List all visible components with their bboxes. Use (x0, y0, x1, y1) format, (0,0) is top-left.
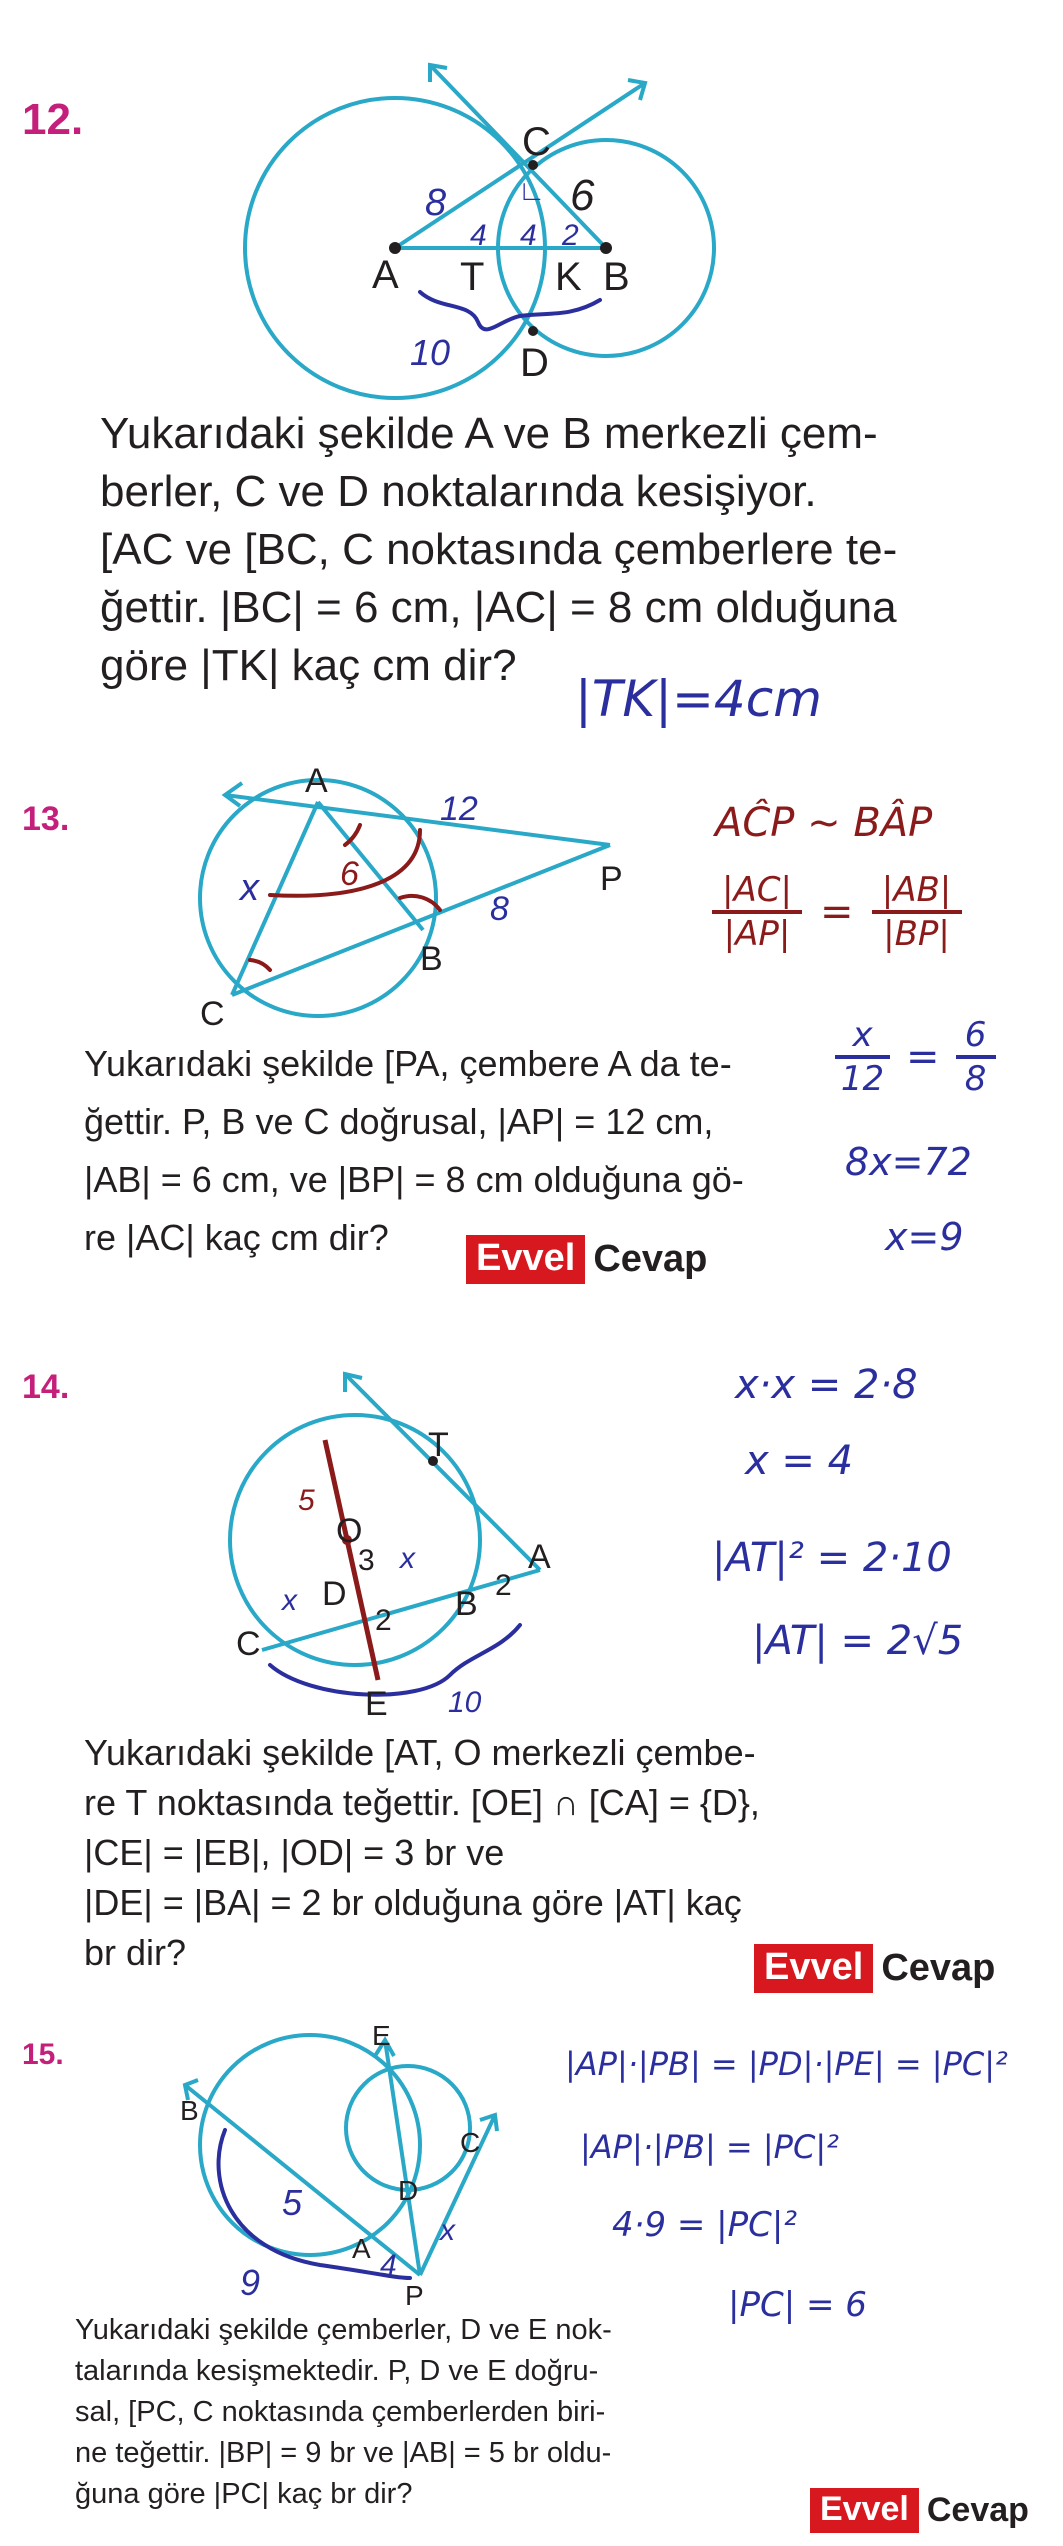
frac-right-den: 8 (964, 1059, 987, 1099)
frac-right-num: 6 (964, 1015, 987, 1055)
label-e: E (365, 1685, 388, 1723)
brand-cevap: Cevap (881, 1947, 996, 1989)
ratio-left-num: |AC| (722, 870, 792, 910)
mark-od: 3 (358, 1544, 375, 1577)
brand-evvel: Evvel (466, 1235, 585, 1284)
mark-ac: x (240, 867, 259, 909)
q15-text (75, 2310, 612, 2515)
mark-ab: 5 (282, 2182, 303, 2223)
brand-evvel: Evvel (810, 2488, 919, 2533)
ratio-right-den: |BP| (883, 914, 950, 954)
label-b: B (420, 940, 443, 978)
line-pc (420, 2115, 495, 2275)
label-t: T (428, 1426, 449, 1464)
label-c: C (200, 995, 225, 1033)
q14-step3: |AT|² = 2·10 (712, 1535, 952, 1581)
q15-step1: |AP|·|PB| = |PD|·|PE| = |PC|² (565, 2045, 1008, 2083)
mark-ad: 10 (410, 332, 451, 373)
q15-line-2: talarında kesişmektedir. P, D ve E doğru- (75, 2355, 599, 2387)
brand-cevap: Cevap (926, 2491, 1029, 2529)
label-p: P (600, 860, 623, 898)
label-c: C (522, 120, 551, 164)
tangent-at (345, 1374, 540, 1570)
q14-line-5: br dir? (84, 1932, 187, 1973)
q12-text (100, 405, 897, 695)
mark-x1: x (282, 1584, 297, 1617)
question-number: 14. (22, 1368, 70, 1406)
q14-figure (0, 1360, 700, 1740)
label-k: K (555, 255, 582, 299)
label-e: E (372, 2020, 391, 2051)
label-a: A (352, 2233, 371, 2264)
q12-line-5: göre |TK| kaç cm dir? (100, 641, 517, 690)
q15-line-4: ne teğettir. |BP| = 9 br ve |AB| = 5 br oldu- (75, 2437, 612, 2469)
q13-step1: 8x=72 (845, 1140, 972, 1184)
q15-figure (0, 2020, 620, 2320)
mark-pa: 4 (380, 2249, 397, 2282)
ratio-left-den: |AP| (723, 914, 791, 954)
mark-x2: x (400, 1542, 415, 1575)
q13-line-2: ğettir. P, B ve C doğrusal, |AP| = 12 cm, (84, 1101, 714, 1142)
label-o: O (336, 1512, 363, 1550)
question-number: 15. (22, 2038, 64, 2071)
mark-ae: 10 (448, 1686, 482, 1719)
q13-figure (0, 760, 700, 1040)
mark-kb: 2 (562, 219, 579, 252)
label-a: A (528, 1538, 551, 1576)
q13-fraction (835, 1015, 996, 1099)
q15-line-1: Yukarıdaki şekilde çemberler, D ve E nok- (75, 2314, 612, 2346)
brand-cevap: Cevap (593, 1238, 708, 1280)
question-number: 12. (22, 95, 84, 144)
brand-logo (466, 1235, 707, 1284)
question-number: 13. (22, 800, 70, 838)
right-angle-mark: ∟ (518, 175, 546, 206)
q14-line-3: |CE| = |EB|, |OD| = 3 br ve (84, 1832, 505, 1873)
label-a: A (305, 762, 328, 800)
point-d (528, 326, 538, 336)
q13-line-4: re |AC| kaç cm dir? (84, 1217, 389, 1258)
q14-line-4: |DE| = |BA| = 2 br olduğuna göre |AT| kaç (84, 1882, 742, 1923)
q14-text (84, 1728, 760, 1978)
q12-line-3: [AC ve [BC, C noktasında çemberlere te- (100, 525, 898, 574)
label-p: P (405, 2280, 424, 2311)
point-b (600, 242, 612, 254)
label-b: B (455, 1585, 478, 1623)
label-b: B (603, 255, 630, 299)
q15-step3: 4·9 = |PC|² (612, 2205, 797, 2245)
mark-tk: 4 (520, 219, 537, 252)
frac-eq: = (906, 1034, 940, 1080)
q14-step2: x = 4 (745, 1438, 854, 1484)
q13-line-1: Yukarıdaki şekilde [PA, çembere A da te- (84, 1043, 732, 1084)
q13-step2: x=9 (885, 1215, 964, 1259)
q13-line-3: |AB| = 6 cm, ve |BP| = 8 cm olduğuna gö- (84, 1159, 744, 1200)
q12-line-1: Yukarıdaki şekilde A ve B merkezli çem- (100, 409, 878, 458)
tangent-bc (430, 65, 606, 248)
q13-text (84, 1035, 744, 1267)
label-b: B (180, 2095, 199, 2126)
frac-left-num: x (852, 1015, 873, 1055)
brand-logo (754, 1944, 995, 1993)
frac-left-den: 12 (840, 1059, 885, 1099)
label-d: D (398, 2175, 419, 2206)
label-d: D (322, 1575, 347, 1613)
brand-evvel: Evvel (754, 1944, 873, 1993)
q12-answer: |TK|=4cm (575, 670, 822, 728)
mark-ac: 8 (425, 182, 447, 224)
mark-bp: 8 (490, 890, 509, 928)
ratio-eq: = (820, 889, 854, 935)
mark-bp: 9 (240, 2262, 261, 2303)
q14-step4: |AT| = 2√5 (752, 1618, 964, 1664)
brand-logo (810, 2488, 1029, 2533)
mark-bc: 6 (570, 171, 595, 220)
q15-line-5: ğuna göre |PC| kaç br dir? (75, 2478, 413, 2510)
line-ep (385, 2040, 420, 2275)
label-t: T (460, 255, 485, 299)
mark-ab: 6 (340, 855, 359, 893)
q13-similarity: AĈP ~ BÂP (715, 800, 933, 846)
q12-line-4: ğettir. |BC| = 6 cm, |AC| = 8 cm olduğuna (100, 583, 897, 632)
ratio-right-num: |AB| (881, 870, 952, 910)
mark-ro: 5 (298, 1484, 315, 1517)
q12-line-2: berler, C ve D noktalarında kesişiyor. (100, 467, 817, 516)
q15-line-3: sal, [PC, C noktasında çemberlerden biri- (75, 2396, 606, 2428)
label-d: D (520, 341, 549, 385)
q14-line-2: re T noktasında teğettir. [OE] ∩ [CA] = {D}, (84, 1782, 760, 1823)
label-c: C (236, 1625, 261, 1663)
q13-ratio (712, 870, 962, 954)
mark-pc: x (440, 2214, 455, 2247)
mark-de: 2 (375, 1604, 392, 1637)
mark-ba: 2 (495, 1569, 512, 1602)
q12-figure (0, 0, 1063, 420)
label-a: A (372, 253, 399, 297)
q15-step2: |AP|·|PB| = |PC|² (580, 2128, 839, 2166)
q14-line-1: Yukarıdaki şekilde [AT, O merkezli çembe- (84, 1732, 756, 1773)
q14-step1: x·x = 2·8 (735, 1362, 918, 1408)
label-c: C (460, 2127, 481, 2158)
circle-right (346, 2066, 470, 2190)
angle-mark-c (250, 960, 270, 970)
mark-ap: 12 (440, 790, 478, 828)
q15-step4: |PC| = 6 (728, 2285, 867, 2325)
mark-at: 4 (470, 219, 487, 252)
